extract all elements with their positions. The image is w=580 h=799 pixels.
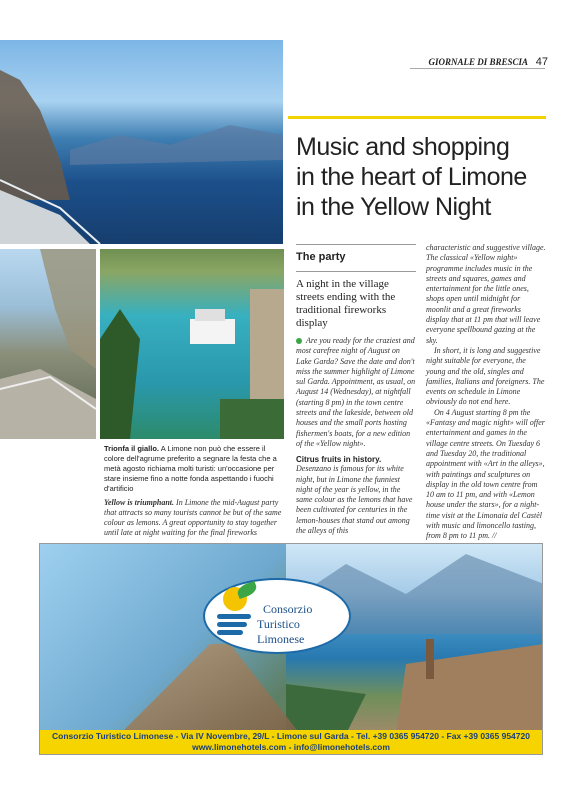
paragraph-1-text: Are you ready for the craziest and most carefree night of August on Lake Garda? Save the date and don't miss the summer highlight of Limone sul Garda. Appointment, as usual, on August 14 (Wednesday), at nightfall (starting 8 pm) in the town centre streets and the lakeside, between old houses and the small ports hosting fishermen's boats, for a new edition of the «Yellow night». (296, 336, 416, 448)
caption-italian-text: A Limone non può che essere il colore dell'agrume preferito a segnare la festa che a metà agosto richiama molti turisti: un'occasione per stare insieme fino a notte fonda aspettando i fuochi d'artificio (104, 444, 277, 493)
article-column-left (296, 244, 416, 536)
marina-photo-art (100, 249, 284, 439)
paragraph-3: characteristic and suggestive village. The classical «Yellow night» programme includes music in the streets and squares, games and entertainment for the little ones, shops open until midnight for moonlit and a great fireworks display that at 11 pm that will leave everyone spellbound gazing at the sky. (426, 243, 546, 345)
minihead-citrus: Citrus fruits in history. (296, 455, 382, 465)
caption-english-text: In Limone the mid-August party that attracts so many tourists cannot be but of the same colour as lemons. A great opportunity to stay together until late at night waiting for the final fireworks (104, 498, 282, 537)
paragraph-1 (296, 336, 416, 449)
logo-text-1: Consorzio (263, 602, 313, 616)
page-number: 47 (535, 56, 548, 68)
ad-contact-bar (40, 730, 542, 754)
wave-icon (217, 622, 247, 627)
article-column-right (426, 243, 546, 542)
wave-icon (217, 614, 251, 619)
ad-contact-address: Consorzio Turistico Limonese - Via IV Novembre, 29/L - Limone sul Garda - Tel. +39 0365 954720 - Fax +39 0365 954720 (52, 731, 530, 741)
logo-text-2: Turistico Limonese (257, 617, 305, 646)
accent-bar (288, 116, 546, 119)
paragraph-5: On 4 August starting 8 pm the «Fantasy and magic night» will offer entertainment and games in the village centre streets. On Tuesday 6 and Tuesday 20, the traditional appointment with «Art in the alleys», with paintings and sculptures on display in the old town centre from 10 am to 11 pm, and with «Lemon house under the stars», for a night-time visit at the Limonaia del Castèl with music and limoncello tasting, from 8 pm to 11 pm. // (426, 407, 545, 541)
caption-italian-bold: Trionfa il giallo. (104, 444, 160, 453)
ad-walkway (100, 644, 300, 734)
paragraph-2: Desenzano is famous for its white night, but in Limone the funniest night of the year is yellow, in the same colour as the lemons that have been cultivated for centuries in the lemon-houses that stand out among the alleys of this (296, 464, 413, 536)
leaf-icon (236, 581, 259, 599)
bullet-icon (296, 338, 302, 344)
article-deck: A night in the village streets ending with the traditional fireworks display (296, 271, 416, 330)
lake-photo (0, 40, 283, 244)
title-line-3: in the Yellow Night (296, 193, 491, 221)
header-rule (410, 68, 545, 69)
cliff-path-photo (0, 249, 96, 439)
caption-italian (104, 444, 282, 494)
photo-caption (104, 444, 282, 538)
section-subhead: The party (296, 244, 416, 271)
ad-contact-web[interactable]: www.limonehotels.com - info@limonehotels.com (192, 742, 390, 752)
newspaper-name: GIORNALE DI BRESCIA (428, 57, 528, 67)
title-line-1: Music and shopping (296, 133, 510, 161)
article-title (296, 132, 548, 222)
cliff-photo-art (0, 249, 96, 439)
consorzio-logo (203, 578, 351, 654)
caption-english (104, 498, 282, 538)
title-line-2: in the heart of Limone (296, 163, 527, 191)
caption-english-bold: Yellow is triumphant. (104, 498, 175, 507)
marina-photo (100, 249, 284, 439)
advertisement (39, 543, 543, 755)
paragraph-4: In short, it is long and suggestive night suitable for everyone, the young and the old, singles and families, Italians and foreigners. The events on schedule in Limone obviously do not end here. (426, 345, 545, 407)
lake-photo-art (0, 40, 283, 244)
page-header (408, 56, 548, 68)
wave-icon (217, 630, 243, 635)
